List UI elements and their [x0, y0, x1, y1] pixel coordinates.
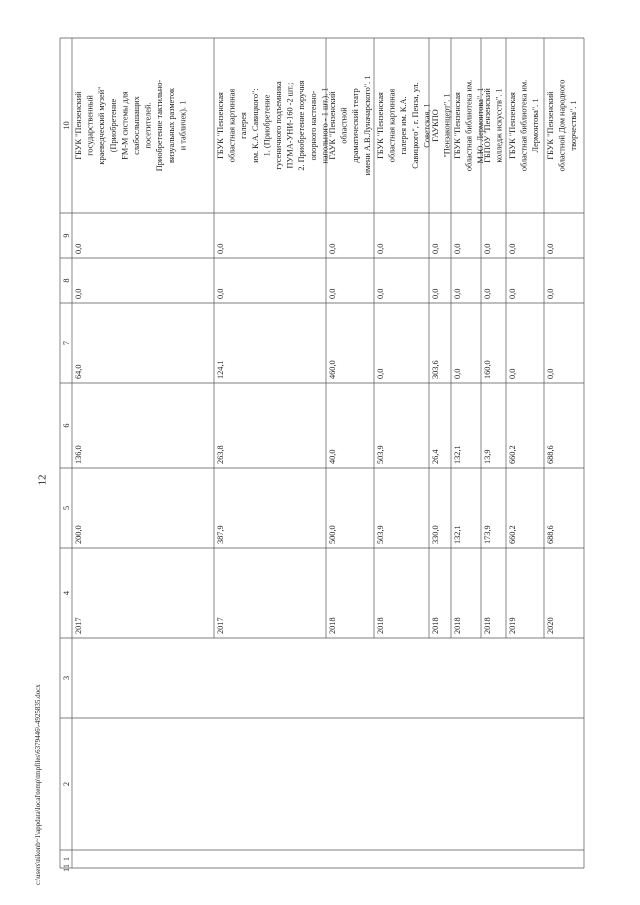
table-cell-organization: гусеничного подъемника: [274, 81, 283, 170]
table-cell-value: 0,0: [546, 243, 555, 254]
table-cell-organization: ГБУК "Пензенская: [508, 92, 517, 159]
header-column-number: 8: [62, 278, 71, 283]
table-cell-value: 0,0: [376, 243, 385, 254]
table-cell-organization: Савицкого", г. Пенза, ул.: [410, 82, 420, 169]
table-cell-organization: областная картинная: [387, 88, 397, 163]
table-cell-value: 0,0: [376, 368, 385, 379]
table-cell-value: 2018: [328, 617, 337, 634]
table-cell-value: 200,0: [74, 525, 83, 544]
table-cell-organization: опорного настенно-: [308, 90, 318, 161]
table-cell-value: 0,0: [453, 288, 462, 299]
table-cell-value: 0,0: [216, 243, 225, 254]
table-cell-value: 0,0: [74, 288, 83, 299]
table-cell-value: 2018: [483, 617, 492, 634]
table-cell-organization: ГБПОУ "Пензенский: [483, 88, 492, 163]
table-cell-value: 503,9: [376, 525, 385, 544]
table-cell-value: 460,0: [328, 360, 337, 379]
header-column-number: 3: [62, 675, 71, 681]
header-column-number: 7: [62, 340, 71, 346]
table-cell-value: 330,0: [431, 525, 440, 544]
table-cell-value: 303,6: [431, 360, 440, 379]
table-cell-organization: "Пензаконцерт". 1: [442, 93, 452, 158]
table-cell-organization: Приобретение тактильно-: [155, 79, 165, 172]
header-column-number: 4: [62, 590, 71, 596]
table-cell-organization: областной: [339, 107, 349, 144]
table-cell-organization: областной Дом народного: [557, 79, 567, 172]
table-cell-value: 2017: [74, 617, 83, 634]
table-cell-value: 263,8: [216, 445, 225, 464]
table-cell-value: 26,4: [431, 449, 440, 464]
table-cell-organization: государственный: [85, 95, 95, 156]
table-cell-value: 500,0: [328, 525, 337, 544]
table-cell-value: 0,0: [546, 368, 555, 379]
table-cell-value: 124,1: [216, 360, 225, 379]
table-cell-value: 0,0: [508, 243, 517, 254]
table-cell-value: 0,0: [431, 243, 440, 254]
table-cell-organization: ГАУКПО: [431, 109, 440, 142]
table-cell-value: 660,2: [508, 445, 517, 464]
table-cell-value: 0,0: [74, 243, 83, 254]
header-column-number: 6: [62, 423, 71, 428]
table-cell-value: 0,0: [431, 288, 440, 299]
header-column-number: 1: [62, 856, 71, 862]
table-cell-organization: им. К.А. Савицкого":: [250, 88, 260, 163]
table-cell-organization: имени А.В.Луначарского". 1: [362, 75, 372, 176]
table-cell-value: 688,6: [546, 525, 555, 544]
table-cell-value: 2018: [376, 617, 385, 634]
header-column-number: 9: [62, 233, 71, 238]
table-cell-value: 688,6: [546, 445, 555, 464]
table-cell-organization: краеведческий музей": [97, 86, 107, 165]
table-cell-organization: Лермонтова". 1: [531, 98, 541, 153]
header-column-number: 2: [62, 781, 71, 787]
table-cell-value: 160,0: [483, 360, 492, 379]
table-cell-value: 2019: [508, 617, 517, 634]
table-cell-organization: и табличек). 1: [178, 100, 188, 151]
table-cell-value: 13,9: [483, 449, 492, 464]
page-number: 12: [36, 474, 49, 486]
table-cell-organization: Советская, 1: [422, 103, 432, 148]
table-cell-value: 503,9: [376, 445, 385, 464]
table-cell-value: 0,0: [376, 288, 385, 299]
table-cell-organization: 2. Приобретение поручня: [297, 80, 307, 171]
table-cell-organization: областная картинная: [227, 88, 237, 163]
table-cell-value: 660,2: [508, 525, 517, 544]
table-cell-value: 0,0: [453, 368, 462, 379]
header-column-number: 10: [62, 121, 71, 130]
table-cell-organization: визуальных разметок: [166, 87, 176, 164]
table-cell-organization: М.Ю. Лермонтова". 1: [476, 87, 486, 164]
table-cell-organization: FM-М системы для: [120, 91, 130, 160]
table-cell-organization: слабослышащих: [132, 96, 141, 155]
table-cell-value: 132,1: [453, 525, 462, 544]
table-cell-value: 0,0: [216, 288, 225, 299]
table-cell-organization: ГБУК "Пензенский: [546, 91, 555, 160]
table-cell-value: 0,0: [508, 288, 517, 299]
table-cell-value: 64,0: [74, 364, 83, 379]
table-cell-value: 387,9: [216, 525, 225, 544]
table-cell-organization: 1. (Приобретение: [262, 94, 272, 157]
table-cell-organization: (Приобретение: [108, 98, 118, 153]
table-cell-value: 0,0: [483, 243, 492, 254]
table-cell-organization: ГБУК "Пензенская: [216, 92, 225, 159]
table-cell-value: 2018: [453, 617, 462, 634]
table-cell-value: 2017: [216, 617, 225, 634]
header-column-number: 5: [62, 505, 71, 511]
table-cell-value: 0,0: [328, 243, 337, 254]
table-cell-organization: посетителей.: [143, 102, 153, 149]
table-cell-value: 0,0: [483, 288, 492, 299]
table-body: [60, 38, 584, 872]
table-cell-value: 0,0: [546, 288, 555, 299]
table-cell-value: 2018: [431, 617, 440, 634]
table-cell-organization: ГБУК "Пензенская: [453, 92, 462, 159]
header-column-number: 11: [62, 864, 71, 872]
table-cell-organization: областная библиотека им.: [519, 79, 529, 172]
table-cell-organization: ГБУК "Пензенская: [376, 92, 385, 159]
table-cell-organization: ПУМА-УНИ-160 -2 шт.;: [285, 82, 295, 169]
table-cell-value: 0,0: [328, 288, 337, 299]
table-cell-organization: драматический театр: [351, 88, 361, 163]
table-cell-organization: галерея им. К.А.: [399, 96, 409, 155]
table-cell-value: 132,1: [453, 445, 462, 464]
table-cell-value: 136,0: [74, 445, 83, 464]
table-cell-organization: творчества". 1: [569, 100, 579, 151]
table-cell-value: 40,0: [328, 449, 337, 464]
table-cell-organization: колледж искусств". 1: [494, 88, 504, 163]
table-cell-value: 2020: [546, 617, 555, 634]
table-cell-organization: ГБУК "Пензенский: [74, 91, 83, 160]
table-cell-organization: ГАУК "Пензенский: [328, 91, 337, 160]
table-cell-organization: галерея: [239, 112, 249, 139]
table-cell-value: 0,0: [508, 368, 517, 379]
table-cell-organization: напольного - 1 шт.). 1: [320, 87, 330, 164]
table-cell-organization: областная библиотека им.: [464, 79, 474, 172]
table-cell-value: 0,0: [453, 243, 462, 254]
table-cell-value: 173,9: [483, 525, 492, 544]
